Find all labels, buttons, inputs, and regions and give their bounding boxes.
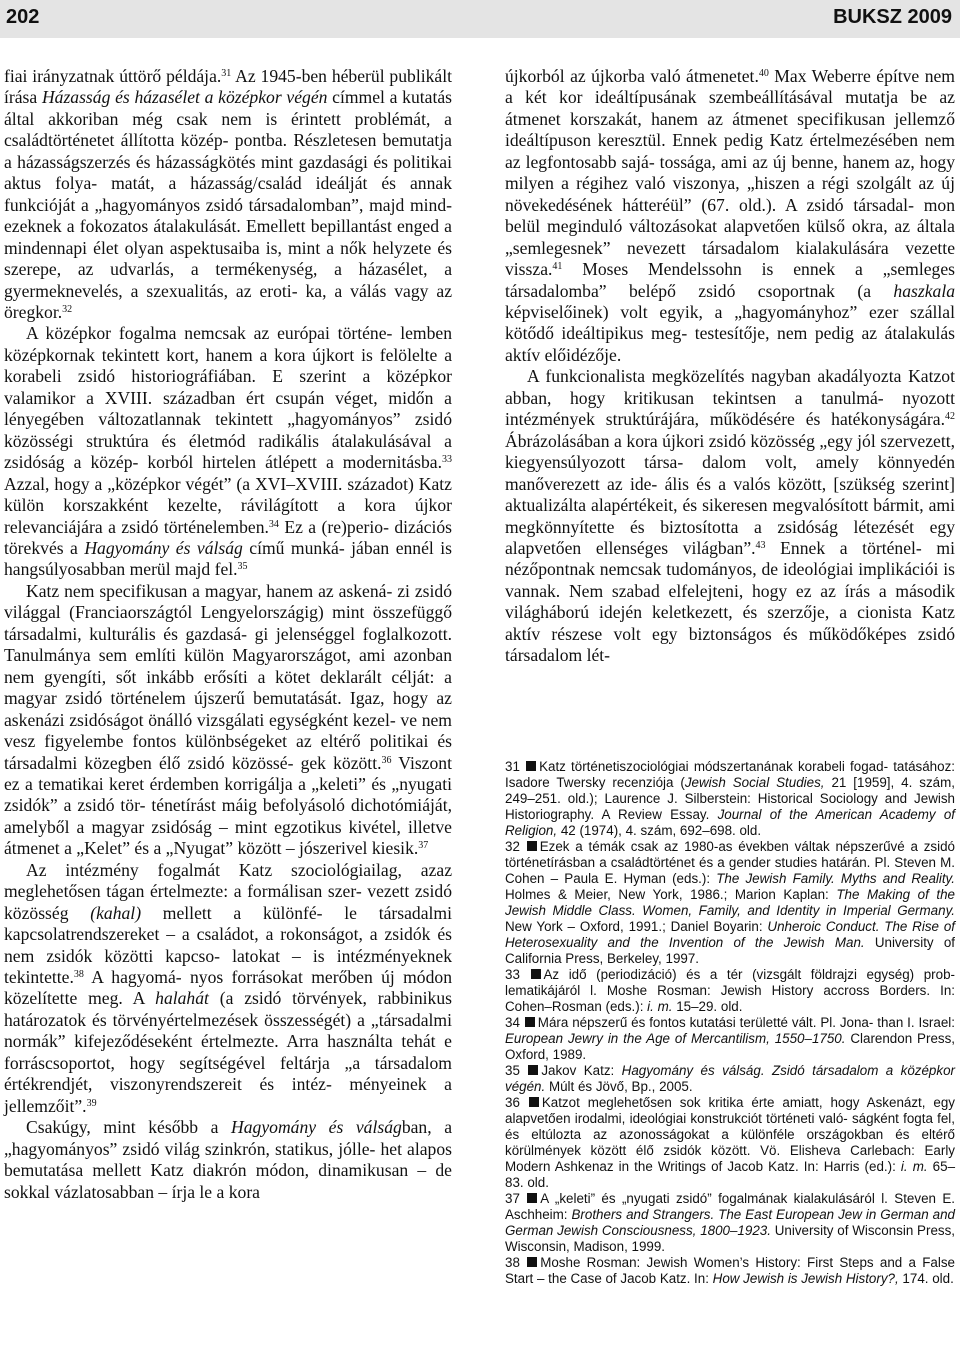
square-bullet-icon bbox=[526, 761, 536, 771]
footnote-ref: 36 bbox=[381, 754, 392, 766]
text-run: ban, a „hagyományos” zsidó világ szinkrón, statikus, jólle- het alapos bemutatása mellett Katz diakrón módon, dinamikusan – de sokkal vázlatosabban – írja le a kora bbox=[4, 1117, 452, 1202]
paragraph bbox=[505, 66, 955, 366]
text-run: Katzot meglehetősen sok kritika érte amiatt, hogy Askenázt, egy alapvetően irodalmi, ideológiai konstrukciót történeti való- ságként fogta fel, és eltúlozta az azonosságokat a különféle országokban és eltérő körülmények között élő zsidók között. Vö. Elisheva Carlebach: Early Modern Ashkenaz in the Writings of Jacob Katz. In: Harris (ed.): bbox=[505, 1095, 955, 1174]
footnote-ref: 37 bbox=[418, 840, 429, 852]
footnote-ref: 33 bbox=[442, 454, 452, 466]
footnotes bbox=[505, 759, 955, 1287]
text-run: fiai irányzatnak úttörő példája. bbox=[4, 66, 222, 86]
text-run: Jakov Katz: bbox=[541, 1063, 622, 1078]
text-run: Ez a (re)perio- dizációs törekvés a bbox=[4, 516, 452, 558]
footnote-ref: 35 bbox=[237, 561, 248, 573]
italic-text: European Jewry in the Age of Mercantilism, 1550–1750. bbox=[505, 1031, 846, 1046]
text-run: Holmes & Meier, New York, 1986.; Marion Kaplan: bbox=[505, 887, 837, 902]
paragraph bbox=[4, 860, 452, 1117]
square-bullet-icon bbox=[527, 1257, 537, 1267]
text-run: A hagyomá- nyos forrásokat merőben új módon közelítette meg. A bbox=[4, 967, 452, 1009]
footnote bbox=[505, 1255, 955, 1287]
text-run: Az idő (periodizáció) és a tér (vizsgált földrajzi egység) prob- lematikájáról l. Moshe Rosman: Jewish History accross Borders. In: Cohen–Rosman (eds.): bbox=[505, 967, 955, 1014]
text-run: Az intézmény fogalmát Katz szociológiailag, azaz meglehetősen tágan értelmezte: a formálisan szer- vezett zsidó közösség bbox=[4, 859, 452, 923]
text-run: címmel a kutatás által akkoriban még csak nem is érintett problémát, a családtörténetet állította közép- pontba. Részletesen bemutatja a házasságszerzés és házasságkötés mint gazdasági és politikai aktus folya- matát, a házasság/család ideálját és annak funkcióját a „hagyományos zsidó társadalomban”, majd mind- ezeknek a fokozatos átalakulását. Emellett bepillantást enged a mindennapi élet olyan aspektusaiba is, mint a nők helyzete és szerepe, az udvarlás, a termékenység, a házasélet, a gyermeknevelés, a szexualitás, az eroti- ka, a válás vagy az öregkor. bbox=[4, 87, 452, 322]
text-run: A középkor fogalma nemcsak az európai történe- lemben középkornak tekintett kort, hanem a kora újkort is felölelte a korabeli zsidó historiográfiában. E szerint a középkor valamikor a XVIII. században ért csupán véget, midőn a lényegében változatlannak tekintett „hagyományos” zsidó közösségi struktúra és életmód radikális átalakulásával a zsidóság a közép- korból hirtelen átlépett a modernitásba. bbox=[4, 323, 452, 473]
italic-text: Házasság és házasélet a középkor végén bbox=[41, 87, 328, 108]
footnote-ref: 32 bbox=[62, 303, 73, 315]
footnote-number: 33 bbox=[505, 967, 520, 982]
paragraph bbox=[4, 66, 452, 323]
footnote bbox=[505, 967, 955, 1015]
text-run: Moshe Rosman: Jewish Women’s History: First Steps and a False Start – the Case of Jacob Katz. In: bbox=[505, 1255, 955, 1286]
text-run: újkorból az újkorba való átmenetet. bbox=[505, 66, 759, 86]
italic-text: Unheroic Conduct. The Rise of Heterosexuality and the Invention of the Jewish Man. bbox=[505, 919, 955, 950]
footnote-ref: 38 bbox=[73, 969, 84, 981]
footnote-ref: 39 bbox=[86, 1097, 97, 1109]
text-run: 15–29. old. bbox=[672, 999, 743, 1014]
square-bullet-icon bbox=[527, 841, 537, 851]
right-column bbox=[505, 66, 955, 667]
footnote bbox=[505, 839, 955, 967]
text-run: 65–83. old. bbox=[505, 1159, 956, 1190]
paragraph bbox=[4, 323, 452, 580]
text-run: A „keleti” és „nyugati zsidó” fogalmának kialakulásáról l. Steven E. Aschheim: bbox=[505, 1191, 955, 1222]
text-run: New York – Oxford, 1991.; Daniel Boyarin: bbox=[505, 919, 768, 934]
text-run: Az 1945-ben héberül publikált írása bbox=[4, 66, 452, 108]
text-run: Katz történetiszociológiai módszertanának korabeli fogad- tatásához: Isadore Twersky recenziója ( bbox=[505, 759, 955, 790]
paragraph bbox=[505, 366, 955, 666]
italic-text: (kahal) bbox=[90, 902, 142, 923]
footnote-ref: 41 bbox=[552, 261, 563, 273]
text-run: A funkcionalista megközelítés nagyban akadályozta Katzot abban, hogy kritikusan tekintsen a tanulmá- nyozott intézmények struktúrájára, működésére és hatékonyságára. bbox=[505, 366, 955, 430]
italic-text: i. m. bbox=[900, 1159, 928, 1174]
left-column bbox=[4, 66, 452, 1203]
paragraph bbox=[4, 581, 452, 860]
text-run: Mára népszerű és fontos kutatási területté vált. Pl. Jona- than I. Israel: bbox=[537, 1015, 955, 1030]
italic-text: haszkala bbox=[893, 280, 955, 301]
square-bullet-icon bbox=[525, 1017, 535, 1027]
italic-text: The Making of the Jewish Middle Class. Women, Family, and Identity in Imperial Germany. bbox=[505, 887, 955, 918]
footnote-ref: 40 bbox=[758, 68, 769, 79]
text-run: Katz nem specifikusan a magyar, hanem az askená- zi zsidó világgal (Franciaországtól Lengyelországig) mint összefüggő társadalmi, kulturális és gazdasá- gi jelenséggel foglalkozott. Tanulmánya sem említi külön Magyarországot, ami azonban nem gyengíti, sőt inkább erősíti a kötet deklarált célját: a magyar zsidó történelem újszerű bemutatását. Igaz, hogy az askenázi zsidóságot önálló vizsgálati egységként kezel- ve nem vesz figyelembe fontos különbségeket az eltérő politikai és társadalmi közegben élő zsidó közössé- gek között. bbox=[4, 580, 452, 773]
text-run: University of Wisconsin Press, Wisconsin, Madison, 1999. bbox=[505, 1223, 955, 1254]
footnote-ref: 43 bbox=[755, 539, 766, 551]
text-run: Azzal, hogy a „középkor végét” (a XVI–XVIII. századot) Katz külön korszakként kezelte, rávilágított a kora újkor relevanciájára a zsidó történelemben. bbox=[4, 473, 452, 537]
text-run: Max Weberre építve nem a két kor ideáltípusának szembeállításával mutatja be az átmenet korszakát, hanem az átmenet specifikusan jellemző ideáltípuson keresztül. Ennek pedig Katz értelmezésében nem az legfontosabb sajá- tossága, ami az új benne, hanem az, hogy milyen a régihez való viszonya, „hiszen a régi szolgált az új növekedésének hátteréül” (67. old.). A zsidó társadal- mon belül meginduló változásokat alapvetően külső okra, az általa „semlegesnek” nevezett társadalom kialakulására vezette vissza. bbox=[505, 66, 955, 280]
journal-name: BUKSZ 2009 bbox=[833, 6, 952, 28]
italic-text: Hagyomány és válság bbox=[84, 537, 243, 558]
text-run: képviselőinek) volt egyik, a „hagyományhoz” ezer szállal kötődő ideáltipikus meg- testesítője, nem pedig az átalakulás aktív előidézője. bbox=[505, 301, 955, 365]
square-bullet-icon bbox=[529, 1097, 539, 1107]
text-run: University of California Press, Berkeley, 1997. bbox=[505, 935, 955, 966]
text-run: Csakúgy, mint később a bbox=[26, 1117, 232, 1138]
italic-text: halahát bbox=[155, 988, 209, 1009]
footnote-number: 34 bbox=[505, 1015, 520, 1030]
footnote bbox=[505, 1015, 955, 1063]
text-run: című munká- jában ennél is hangsúlyosabban merül majd fel. bbox=[4, 537, 452, 580]
footnote-number: 35 bbox=[505, 1063, 520, 1078]
italic-text: The Jewish Family. Myths and Reality. bbox=[716, 871, 955, 886]
text-run: mellett a különfé- le társadalmi kapcsolatrendszereket – a családot, a rokonságot, a zsidók és nem zsidók közötti kapcso- latokat – is intézményeknek tekintette. bbox=[4, 902, 452, 988]
footnote-number: 31 bbox=[505, 759, 520, 774]
footnote bbox=[505, 759, 955, 839]
italic-text: How Jewish is Jewish History?, bbox=[712, 1271, 899, 1286]
footnote-ref: 34 bbox=[268, 518, 279, 530]
footnote-number: 37 bbox=[505, 1191, 520, 1206]
italic-text: Hagyomány és válság bbox=[231, 1117, 402, 1138]
page-number: 202 bbox=[6, 6, 40, 28]
footnote-ref: 31 bbox=[221, 68, 232, 79]
italic-text: i. m. bbox=[647, 999, 673, 1014]
footnote-number: 38 bbox=[505, 1255, 520, 1270]
square-bullet-icon bbox=[527, 1193, 537, 1203]
text-run: 21 [1959], 4. szám, 249–251. old.); Laurence J. Silberstein: Historical Sociology and Jewish Historiography. A Review Essay. bbox=[505, 775, 955, 822]
square-bullet-icon bbox=[528, 1065, 538, 1075]
italic-text: Hagyomány és válság. Zsidó társadalom a középkor végén. bbox=[505, 1063, 955, 1094]
footnote bbox=[505, 1191, 955, 1255]
italic-text: Brothers and Strangers. The East European Jew in German and German Jewish Consciousness, 1800–1923. bbox=[505, 1207, 955, 1238]
text-run: Ábrázolásában a kora újkori zsidó közösség „egy jól szervezett, kiegyensúlyozott társa- dalom volt, amely könnyedén manőverezett az ide- ális és a valós között, [szükség szerint] aktualizálta alapértékeit, és sikeresen megvalósított bármit, ami megkönnyítette és biztosította a zsidóság létezését egy alapvetően ellenséges világban”. bbox=[505, 430, 955, 558]
italic-text: Journal of the American Academy of Religion, bbox=[505, 807, 955, 838]
text-run: Viszont ez a tematikai keret érdemben korrigálja a „keleti” és „nyugati zsidók” a zsidó tör- ténetírást máig befolyásoló dichotómiáját, amelyből a magyar zsidóság – mint egzotikus kivétel, illetve átmenet a „Kelet” és a „Nyugat” között – jószerivel kiesik. bbox=[4, 752, 452, 859]
text-run: 42 (1974), 4. szám, 692–698. old. bbox=[557, 823, 762, 838]
text-run: Ezek a témák csak az 1980-as években váltak népszerűvé a zsidó történetírásban a családtörténet és a gender studies határán. Pl. Steven M. Cohen – Paula E. Hyman (eds.): bbox=[505, 839, 955, 886]
italic-text: Jewish Social Studies, bbox=[684, 775, 825, 790]
footnote-number: 32 bbox=[505, 839, 520, 854]
footnote-ref: 42 bbox=[945, 411, 955, 423]
text-run: Múlt és Jövő, Bp., 2005. bbox=[545, 1079, 693, 1094]
footnote bbox=[505, 1063, 955, 1095]
text-run: Moses Mendelssohn is ennek a „semleges társadalomba” belépő zsidó csoportnak (a bbox=[505, 259, 955, 301]
square-bullet-icon bbox=[531, 969, 541, 979]
text-run: Ennek a történel- mi nézőpontnak nemcsak tudományos, de ideológiai implikációi is vannak. Nem szabad elfelejteni, hogy ez az írás a második világháború idején keletkezett, és szerzője, a cionista Katz aktív részese volt egy biztonságos és működőképes zsidó társadalom lét- bbox=[505, 537, 955, 666]
footnote bbox=[505, 1095, 955, 1191]
running-header bbox=[0, 0, 960, 38]
text-run: (a zsidó törvények, rabbinikus határozatok és törvényértelmezések összességét) a „társadalmi normák” kifejeződéseként értelmezte. Arra használta tehát e forráscsoportot, hogy segítségével feltárja „a társadalom értékrendjét, viszonyrendszereit és intéz- ményeinek a jellemzőit”. bbox=[4, 988, 452, 1116]
paragraph bbox=[4, 1117, 452, 1203]
text-run: 174. old. bbox=[898, 1271, 954, 1286]
text-run: Clarendon Press, Oxford, 1989. bbox=[505, 1031, 955, 1062]
footnote-number: 36 bbox=[505, 1095, 520, 1110]
